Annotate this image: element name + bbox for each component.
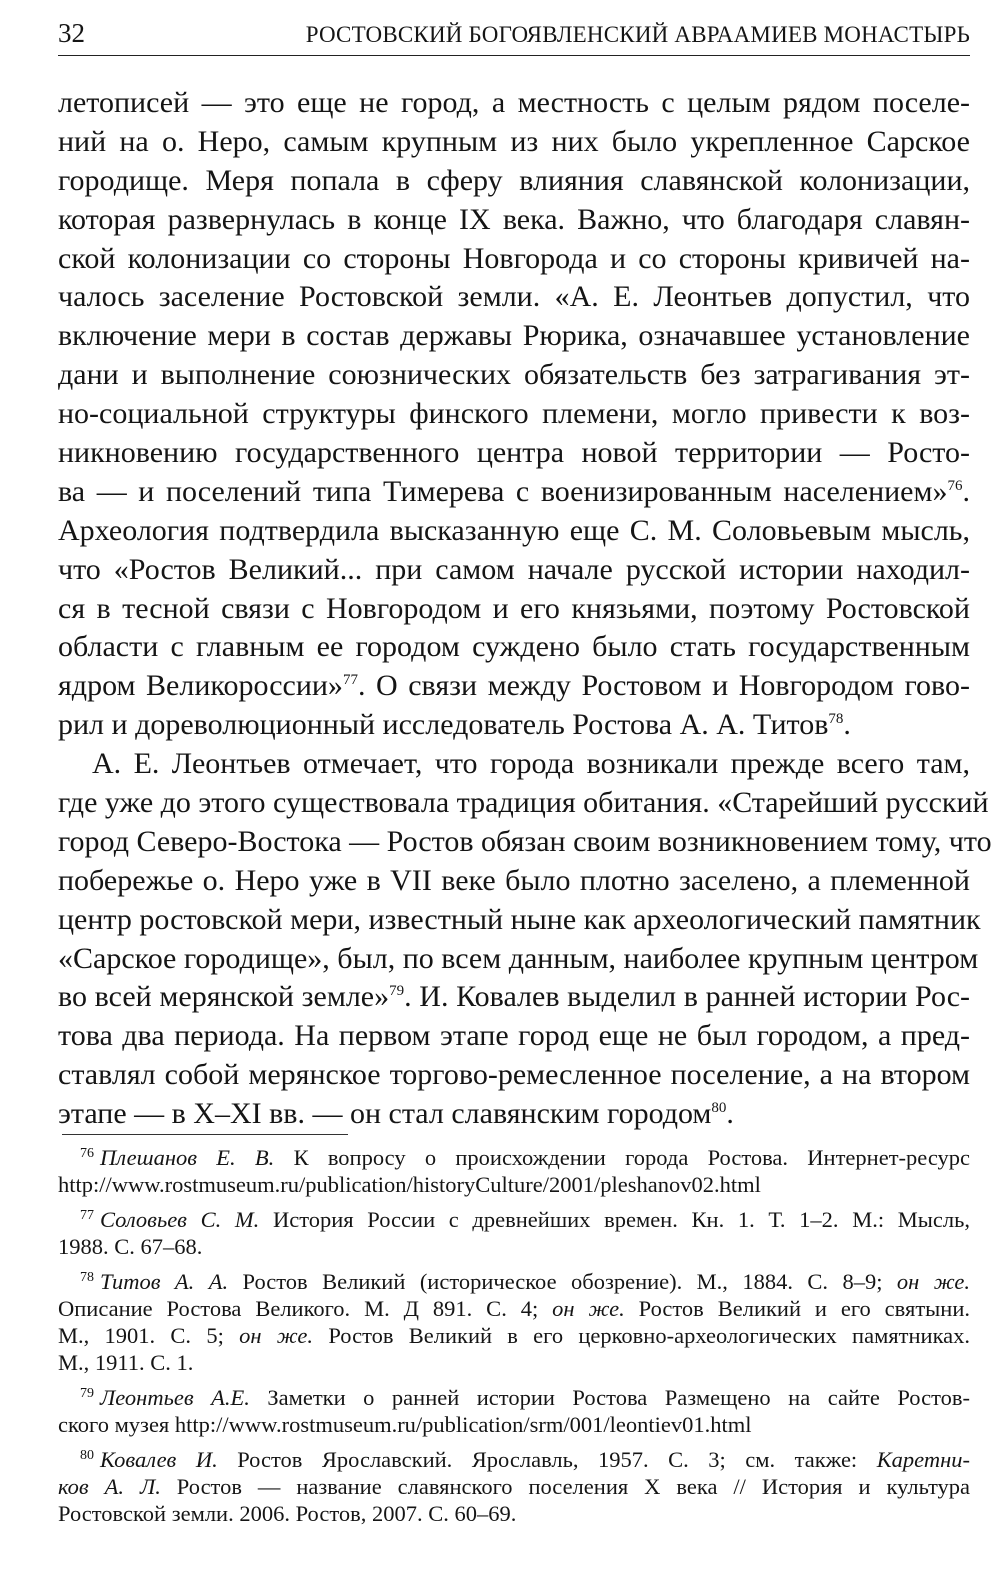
header-rule: [58, 55, 970, 56]
text-line: город Северо-Востока — Ростов обязан своим возникновением тому, что: [58, 824, 992, 858]
footnote-ref-76[interactable]: 76: [947, 477, 963, 494]
text-segment: ва — и поселений типа Тимерева с военизированным населением»: [58, 474, 948, 508]
footnote-76: [58, 1144, 970, 1198]
text-segment: во всей мерянской земле»: [58, 980, 390, 1014]
italic-segment: он же.: [239, 1323, 314, 1348]
text-line: Археология подтвердила высказанную еще С. М. Соловьевым мысль,: [58, 513, 970, 547]
text-line: [58, 473, 970, 512]
text-line: ний на о. Неро, самым крупным из них было укрепленное Сарское: [58, 124, 970, 158]
footnote-line: [58, 1322, 970, 1349]
text-line: ставлял собой мерянское торгово-ремесленное поселение, а на втором: [58, 1058, 970, 1092]
text-segment: ядром Великороссии»: [58, 669, 343, 703]
footnote-line: Ростовской земли. 2006. Ростов, 2007. С. 60–69.: [58, 1501, 517, 1526]
text-segment: .: [843, 708, 851, 742]
text-line: что «Ростов Великий... при самом начале русской истории находил-: [58, 552, 970, 586]
text-line: включение мери в состав державы Рюрика, означавшее установление: [58, 319, 970, 353]
text-line: ской колонизации со стороны Новгорода и со стороны кривичей на-: [58, 241, 970, 275]
text-line: летописей — это еще не город, а местность с целым рядом поселе-: [58, 86, 970, 119]
text-line: [58, 667, 970, 706]
text-segment: Ростов Великий и его святыни.: [624, 1296, 971, 1321]
text-segment: Ростов Великий (историческое обозрение). М., 1884. С. 8–9;: [228, 1269, 897, 1294]
footnote-line: 1988. С. 67–68.: [58, 1234, 203, 1259]
footnote-author: Ковалев И.: [100, 1447, 218, 1472]
text-line: чалось заселение Ростовской земли. «А. Е. Леонтьев допустил, что: [58, 280, 970, 314]
text-line: городище. Меря попала в сферу влияния славянской колонизации,: [58, 163, 970, 197]
text-line: дани и выполнение союзнических обязательств без затрагивания эт-: [58, 358, 970, 392]
text-segment: М., 1901. С. 5;: [58, 1323, 240, 1348]
text-line: области с главным ее городом суждено было стать государственным: [58, 630, 970, 664]
footnote-author: Леонтьев А.Е.: [100, 1385, 250, 1410]
text-segment: История России с древнейших времен. Кн. 1. Т. 1–2. М.: Мысль,: [259, 1207, 971, 1232]
text-segment: К вопросу о происхождении города Ростова. Интернет-ресурс: [274, 1145, 970, 1170]
text-line: «Сарское городище», был, по всем данным, наиболее крупным центром: [58, 941, 979, 975]
text-line: побережье о. Неро уже в VII веке было плотно заселено, а племенной: [58, 863, 970, 897]
paragraph-2: [58, 745, 992, 1134]
text-segment: . О связи между Ростовом и Новгородом гово-: [357, 669, 970, 703]
footnote-line: [58, 1144, 970, 1171]
page-header: [58, 18, 970, 58]
text-line: [58, 1095, 970, 1134]
text-line: центр ростовской мери, известный ныне как археологический памятник: [58, 902, 981, 936]
footnote-author: Титов А. А.: [100, 1269, 229, 1294]
italic-segment: Каретни-: [876, 1447, 970, 1472]
text-segment: этапе — в X–XI вв. — он стал славянским городом: [58, 1097, 712, 1131]
text-line: това два периода. На первом этапе город еще не был городом, а пред-: [58, 1019, 970, 1053]
text-segment: . И. Ковалев выделил в ранней истории Рос-: [404, 980, 970, 1014]
text-segment: Ростов — название славянского поселения X века // История и культура: [160, 1474, 970, 1499]
footnote-line: [58, 1295, 970, 1322]
italic-segment: ков А. Л.: [58, 1474, 161, 1499]
footnote-77: [58, 1206, 970, 1260]
footnotes: [58, 1144, 970, 1535]
footnote-url[interactable]: http://www.rostmuseum.ru/publication/historyCulture/2001/pleshanov02.html: [58, 1172, 761, 1197]
text-line: которая развернулась в конце IX века. Важно, что благодаря славян-: [58, 202, 970, 236]
main-text: [58, 84, 992, 1134]
italic-segment: он же.: [896, 1269, 970, 1294]
footnote-author: Плешанов Е. В.: [100, 1145, 275, 1170]
footnote-url[interactable]: ского музея http://www.rostmuseum.ru/publication/srm/001/leontiev01.html: [58, 1412, 752, 1437]
footnote-line: [58, 1446, 970, 1473]
footnote-80: [58, 1446, 970, 1527]
text-segment: Описание Ростова Великого. М. Д 891. С. 4;: [58, 1296, 553, 1321]
footnote-number: 78: [80, 1269, 94, 1285]
footnote-number: 76: [80, 1145, 94, 1161]
footnote-line: [58, 1206, 970, 1233]
running-title: РОСТОВСКИЙ БОГОЯВЛЕНСКИЙ АВРААМИЕВ МОНАСТЫРЬ: [305, 22, 970, 47]
footnote-line: [58, 1268, 970, 1295]
footnote-line: М., 1911. С. 1.: [58, 1350, 194, 1375]
text-line: ся в тесной связи с Новгородом и его князьями, поэтому Ростовской: [58, 591, 970, 625]
footnote-78: [58, 1268, 970, 1376]
text-line: [58, 978, 970, 1017]
italic-segment: он же.: [552, 1296, 625, 1321]
text-line: где уже до этого существовала традиция обитания. «Старейший русский: [58, 786, 989, 820]
text-line: [58, 706, 970, 745]
footnote-79: [58, 1384, 970, 1438]
text-segment: Заметки о ранней истории Ростова Размещено на сайте Ростов-: [249, 1385, 970, 1410]
footnote-number: 77: [80, 1207, 94, 1223]
footnote-ref-77[interactable]: 77: [342, 672, 358, 689]
footnote-ref-80[interactable]: 80: [711, 1100, 727, 1117]
footnote-ref-79[interactable]: 79: [389, 983, 405, 1000]
paragraph-1: [58, 84, 970, 745]
footnote-separator: [62, 1134, 348, 1135]
text-segment: Ростов Великий в его церковно-археологических памятниках.: [313, 1323, 971, 1348]
footnote-number: 80: [80, 1447, 94, 1463]
footnote-line: [58, 1384, 970, 1411]
footnote-number: 79: [80, 1385, 94, 1401]
text-segment: .: [726, 1097, 734, 1131]
text-segment: рил и дореволюционный исследователь Ростова А. А. Титов: [58, 708, 829, 742]
text-segment: .: [962, 474, 970, 508]
footnote-author: Соловьев С. М.: [100, 1207, 260, 1232]
text-segment: Ростов Ярославский. Ярославль, 1957. С. 3; см. также:: [217, 1447, 877, 1472]
text-line: никновению государственного центра новой территории — Росто-: [58, 436, 970, 470]
footnote-line: [58, 1473, 970, 1500]
text-line: но-социальной структуры финского племени, могло привести к воз-: [58, 397, 970, 431]
page-number: 32: [58, 18, 85, 48]
footnote-ref-78[interactable]: 78: [828, 711, 844, 728]
text-line: А. Е. Леонтьев отмечает, что города возникали прежде всего там,: [92, 747, 970, 781]
